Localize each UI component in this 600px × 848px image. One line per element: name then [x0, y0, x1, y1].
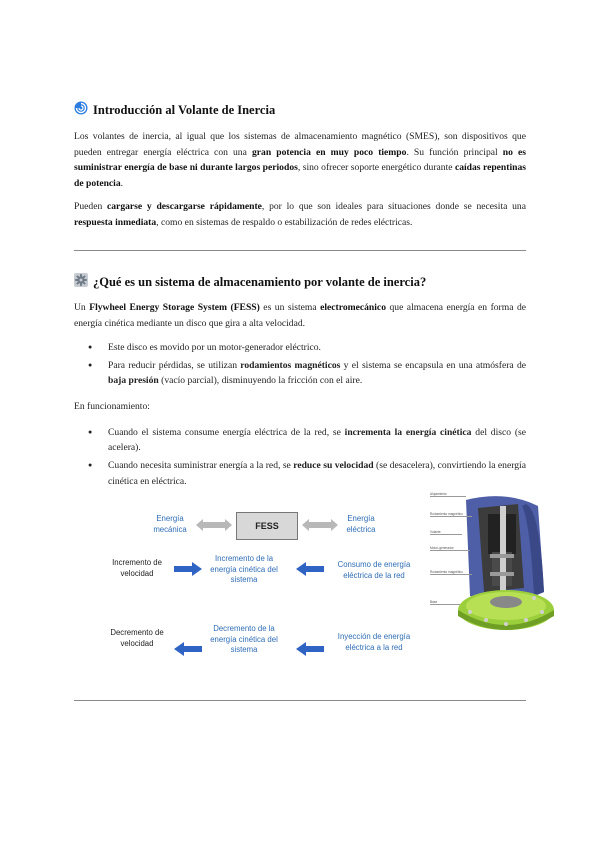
label-kinetic-increase: Incremento de la energía cinética del sistema: [210, 554, 278, 584]
section-title: ¿Qué es un sistema de almacenamiento por volante de inercia?: [93, 274, 427, 289]
label-grid-injection: Inyección de energía eléctrica a la red: [337, 632, 411, 652]
section-heading-intro: [74, 101, 275, 119]
label-kinetic-decrease: Decremento de la energía cinética del sistema: [210, 624, 278, 654]
list-item: ● Para reducir pérdidas, se utilizan rodamientos magnéticos y el sistema se encapsula en una atmósfera de baja presión (vacío parcial), disminuyendo la fricción con el aire.: [74, 358, 526, 388]
label-electrical-energy: Energía eléctrica: [346, 514, 376, 534]
callout-flywheel: Volante: [430, 530, 462, 535]
arrow-left-icon: [296, 562, 324, 576]
callout-base: Base: [430, 600, 460, 605]
arrow-left-icon: [296, 642, 324, 656]
label-mechanical-energy: Energía mecánica: [153, 514, 187, 534]
list-item: ● Cuando necesita suministrar energía a la red, se reduce su velocidad (se desacelera), convirtiendo la energía cinética en eléctrica.: [74, 458, 526, 488]
list-item: ● Cuando el sistema consume energía eléctrica de la red, se incrementa la energía cinética del disco (se acelera).: [74, 425, 526, 455]
callout-magnetic-bearing-top: Rodamiento magnético: [430, 512, 472, 517]
fess-box: FESS: [236, 512, 298, 540]
section-title: Introducción al Volante de Inercia: [93, 102, 276, 117]
arrow-left-icon: [174, 642, 202, 656]
intro-paragraph-1: Los volantes de inercia, al igual que los sistemas de almacenamiento magnético (SMES), son dispositivos que pueden entregar energía eléctrica con una gran potencia en muy poco tiempo. Su función principal no es suministrar energía de base ni durante largos periodos, sino ofrecer soporte energético durante caídas repentinas de potencia.: [74, 131, 526, 189]
section-heading-fess: [74, 273, 426, 291]
double-arrow-icon: [196, 518, 232, 532]
fess-energy-flow-diagram: [100, 502, 420, 672]
label-speed-increase: Incremento de velocidad: [112, 558, 162, 578]
label-grid-consumption: Consumo de energía eléctrica de la red: [337, 560, 411, 580]
divider: [74, 250, 526, 251]
fess-bullet-list-1: [74, 340, 526, 392]
intro-paragraph-2: Pueden cargarse y descargarse rápidamente, por lo que son ideales para situaciones donde se necesita una respuesta inmediata, como en sistemas de respaldo o estabilización de redes eléctricas.: [74, 201, 526, 228]
label-speed-decrease: Decremento de velocidad: [110, 628, 164, 648]
double-arrow-icon: [302, 518, 338, 532]
operation-intro: En funcionamiento:: [74, 401, 150, 412]
callout-magnetic-bearing-bottom: Rodamiento magnético: [430, 570, 472, 575]
list-item: ● Este disco es movido por un motor-generador eléctrico.: [74, 340, 526, 355]
gear-icon: [74, 273, 88, 291]
fess-paragraph-1: Un Flywheel Energy Storage System (FESS) es un sistema electromecánico que almacena energía en forma de energía cinética mediante un disco que gira a alta velocidad.: [74, 302, 527, 329]
divider: [74, 700, 526, 701]
flywheel-callouts: [428, 490, 508, 610]
fess-bullet-list-2: [74, 425, 526, 492]
cyclone-icon: [74, 101, 88, 119]
callout-motor-generator: Motor-generador: [430, 546, 470, 551]
arrow-right-icon: [174, 562, 202, 576]
callout-housing: Alojamiento: [430, 492, 466, 497]
